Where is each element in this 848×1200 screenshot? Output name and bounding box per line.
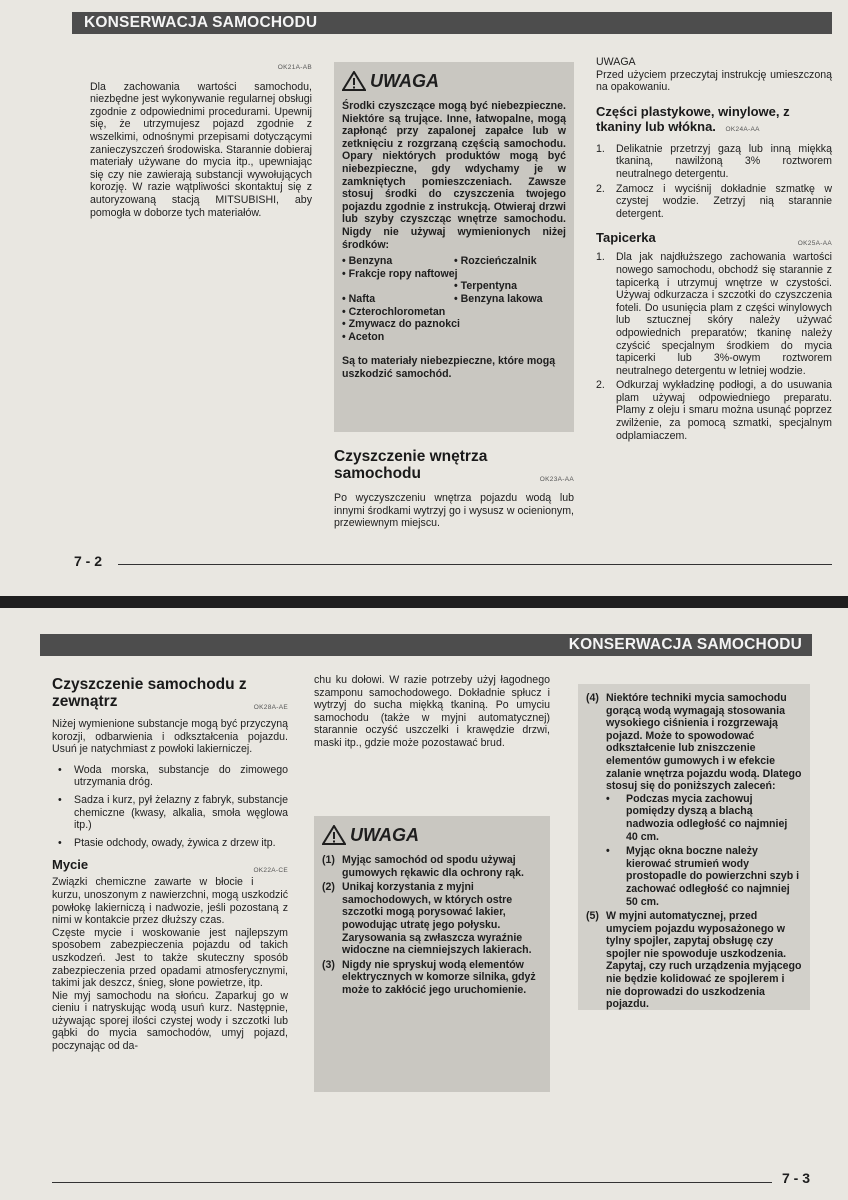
list-item: • Sadza i kurz, pył żelazny z fabryk, substancje chemiczne (kwasy, alkalia, smoła węglowa itp.) bbox=[52, 794, 288, 832]
list-item: • Ptasie odchody, owady, żywica z drzew itp. bbox=[52, 837, 288, 850]
forbidden-row: • Terpentyna bbox=[454, 280, 517, 293]
page-number: 7 - 3 bbox=[782, 1170, 811, 1186]
section-header: KONSERWACJA SAMOCHODU bbox=[40, 634, 812, 656]
forbidden-row: • Frakcje ropy naftowej bbox=[342, 267, 458, 280]
note-title: UWAGA bbox=[596, 56, 636, 68]
corrosive-list bbox=[52, 764, 288, 850]
list-item: • Myjąc okna boczne należy kierować strumień wody prostopadle do powierzchni szyb i zachować odległość co najmniej 50 cm. bbox=[606, 845, 802, 908]
exterior-heading: Czyszczenie samochodu z zewnątrz OK28A-AE bbox=[52, 676, 288, 710]
washing-continued-text: chu ku dołowi. W razie potrzeby użyj łagodnego szamponu samochodowego. Dokładnie spłucz i wytrzyj do sucha miękką tkaniną. Po umyciu samochodu (także w myjni automatycznej) starannie oczyść uszczelki i krawędzie drzwi, maski itp., gdzie może pozostawać brud. bbox=[314, 674, 550, 749]
interior-text: Po wyczyszczeniu wnętrza pojazdu wodą lub innymi środkami wytrzyj go i wysusz w ocienionym, przewiewnym miejscu. bbox=[334, 492, 574, 530]
page-7-3 bbox=[0, 608, 848, 1200]
high-pressure-list bbox=[586, 692, 802, 1011]
exterior-intro: Niżej wymienione substancje mogą być przyczyną korozji, odbarwienia i odkształcenia pojazdu. Usuń je natychmiast z powłoki lakierniczej. bbox=[52, 718, 288, 756]
wash-warning-list bbox=[322, 854, 542, 997]
list-item: 1. Delikatnie przetrzyj gazą lub inną miękką tkaniną, nawilżoną 3% roztworem neutralnego detergentu. bbox=[596, 142, 832, 180]
forbidden-row: • Zmywacz do paznokci bbox=[342, 318, 460, 331]
list-item: • Woda morska, substancje do zimowego utrzymania dróg. bbox=[52, 764, 288, 789]
list-item: • Podczas mycia zachowuj pomiędzy dyszą a blachą nadwozia odległość co najmniej 40 cm. bbox=[606, 793, 802, 843]
page-7-2 bbox=[0, 0, 848, 596]
wash-warning-box bbox=[314, 816, 550, 1092]
washing-text-1: Związki chemiczne zawarte w błocie i kurzu, unoszonym z nawierzchni, mogą uszkodzić powłokę lakierniczą i nadwozie, jeśli pozostaną z nimi w kontakcie przez dłuższy czas. bbox=[52, 876, 288, 927]
intro-text: Dla zachowania wartości samochodu, niezbędne jest wykonywanie regularnej obsługi zgodnie z odpowiednimi procedurami. Upewnij się, że utrzymujesz pojazd zgodnie z wszelkimi, odnośnymi przepisami dotyczącymi zanieczyszczeń środowiska. Starannie dobieraj materiały używane do mycia itp., upewniając się czy nie zawierają substancji wywołujących korozję. W razie wątpliwości skontaktuj się z autoryzowaną stacją MITSUBISHI, aby pomogła w doborze tych materiałów. bbox=[90, 80, 312, 219]
list-item: 1. Dla jak najdłuższego zachowania wartości nowego samochodu, obchodź się starannie z tapicerką i utrzymuj wnętrze w czystości. Używaj odkurzacza i szczotki do czyszczenia foteli. Do usunięcia plam z części winylowych lub sztucznej skóry należy używać odpowiednich preparatów; tkaninę należy czyścić specjalnym środkiem do mycia tapicerki lub 3%-owym roztworem neutralnego detergentu w letniej wodzie. bbox=[596, 251, 832, 377]
upholstery-heading: Tapicerka OK25A-AA bbox=[596, 230, 832, 248]
forbidden-row: • Benzyna • Rozcieńczalnik bbox=[342, 255, 537, 268]
warning-triangle-icon bbox=[342, 71, 366, 91]
plastic-list bbox=[596, 143, 832, 221]
warning-title: UWAGA bbox=[342, 70, 566, 92]
forbidden-row: • Nafta • Benzyna lakowa bbox=[342, 292, 543, 305]
list-item: 2. Odkurzaj wykładzinę podłogi, a do usuwania plam używaj odpowiedniego preparatu. Plamy z oleju i smaru można usunąć poprzez zwilżenie, za pomocą szmatki, specjalnym odplamiaczem. bbox=[596, 379, 832, 442]
interior-code: OK23A-AA bbox=[539, 476, 574, 483]
list-item: (4) Niektóre techniki mycia samochodu gorącą wodą wymagają stosowania wysokiego ciśnienia i rozgrzewają pojazd. Może to spowodować odkształcenie lub zniszczenie elementów gumowych i w efekcie zalanie wnętrza pojazdu wodą. Dlatego stosuj się do poniższych zaleceń: • Podczas mycia zachowuj pomiędzy dyszą a blachą nadwozia odległość co najmniej 40 cm. • Myjąc okna boczne należy kierować strumień wody prostopadle do powierzchni szyb i zachować odległość co najmniej 50 cm. bbox=[586, 692, 802, 908]
intro-column bbox=[90, 62, 312, 219]
warning-box bbox=[334, 62, 574, 432]
exterior-column bbox=[52, 676, 288, 1053]
warning-triangle-icon bbox=[322, 825, 346, 845]
forbidden-list bbox=[342, 255, 566, 343]
footer-rule bbox=[118, 564, 832, 565]
forbidden-row: • Czterochlorometan bbox=[342, 305, 446, 318]
note-text: Przed użyciem przeczytaj instrukcję umieszczoną na opakowaniu. bbox=[596, 68, 832, 94]
interior-heading: Czyszczenie wnętrza samochodu OK23A-AA bbox=[334, 448, 574, 482]
upholstery-list bbox=[596, 251, 832, 442]
interior-section bbox=[334, 448, 574, 530]
washing-continued bbox=[314, 674, 550, 750]
care-column bbox=[596, 56, 832, 444]
warning-footer: Są to materiały niebezpieczne, które mogą uszkodzić samochód. bbox=[342, 355, 556, 380]
section-header: KONSERWACJA SAMOCHODU bbox=[72, 12, 832, 34]
list-item: 2. Zamocz i wyciśnij dokładnie szmatkę w czystej wodzie. Zetrzyj nią starannie detergent. bbox=[596, 182, 832, 220]
list-item: (3) Nigdy nie spryskuj wodą elementów elektrycznych w komorze silnika, gdyż może to zakłócić jego uruchomienie. bbox=[322, 958, 536, 996]
list-item: (5) W myjni automatycznej, przed umyciem pojazdu wyposażonego w tylny spojler, zapytaj obsługę czy spojler nie spowoduje uszkodzenia. Zapytaj, czy ruch urządzenia myjącego nie będzie kolidować ze spojlerem i nie doprowadzi do uszkodzenia pojazdu. bbox=[586, 910, 802, 1011]
washing-heading: Mycie OK22A-CE bbox=[52, 857, 288, 875]
forbidden-row: • Aceton bbox=[342, 330, 385, 343]
warning-text: Środki czyszczące mogą być niebezpieczne. Niektóre są trujące. Inne, łatwopalne, mogą zapłonąć przy zapalonej zapałce lub w zetknięciu z rozgrzaną częścią samochodu. Opary niektórych produktów mogą być niebezpieczne, gdy wdychamy je w zamkniętych pomieszczeniach. Zawsze stosuj środki do czyszczenia twojego pojazdu zgodnie z instrukcją. Otwieraj drzwi lub szyby czyszcząc wnętrze samochodu. Nigdy nie używaj wymienionych niżej środków: bbox=[342, 100, 566, 251]
high-pressure-sublist bbox=[606, 793, 802, 908]
high-pressure-box bbox=[578, 684, 810, 1010]
section-code: OK21A-AB bbox=[277, 64, 312, 71]
list-item: (1) Myjąc samochód od spodu używaj gumowych rękawic dla ochrony rąk. bbox=[322, 854, 524, 879]
washing-text-3: Nie myj samochodu na słońcu. Zaparkuj go w cieniu i natryskując wodą usuń kurz. Następnie, używając sporej ilości czystej wody i szczotki lub gąbki do mycia samochodów, umyj pojazd, poczynając od da- bbox=[52, 989, 288, 1053]
page-number: 7 - 2 bbox=[74, 553, 103, 569]
list-item: (2) Unikaj korzystania z myjni samochodowych, w których ostre szczotki mogą porysować lakier, powodując utratę jego połysku. Zarysowania są zwłaszcza wyraźnie widoczne na ciemniejszych lakierach. bbox=[322, 881, 532, 957]
warning-title: UWAGA bbox=[322, 824, 542, 846]
washing-text-2: Częste mycie i woskowanie jest najlepszym sposobem zabezpieczenia pojazdu od takich uszkodzeń. Jest to także skuteczny sposób zabezpieczenia przed opadami atmosferycznymi, takimi jak deszcz, śnieg, słone powietrze, itp. bbox=[52, 926, 288, 990]
plastic-heading: Części plastykowe, winylowe, z tkaniny lub włókna. OK24A-AA bbox=[596, 103, 790, 134]
exterior-code: OK28A-AE bbox=[253, 704, 288, 711]
footer-rule bbox=[52, 1182, 772, 1183]
